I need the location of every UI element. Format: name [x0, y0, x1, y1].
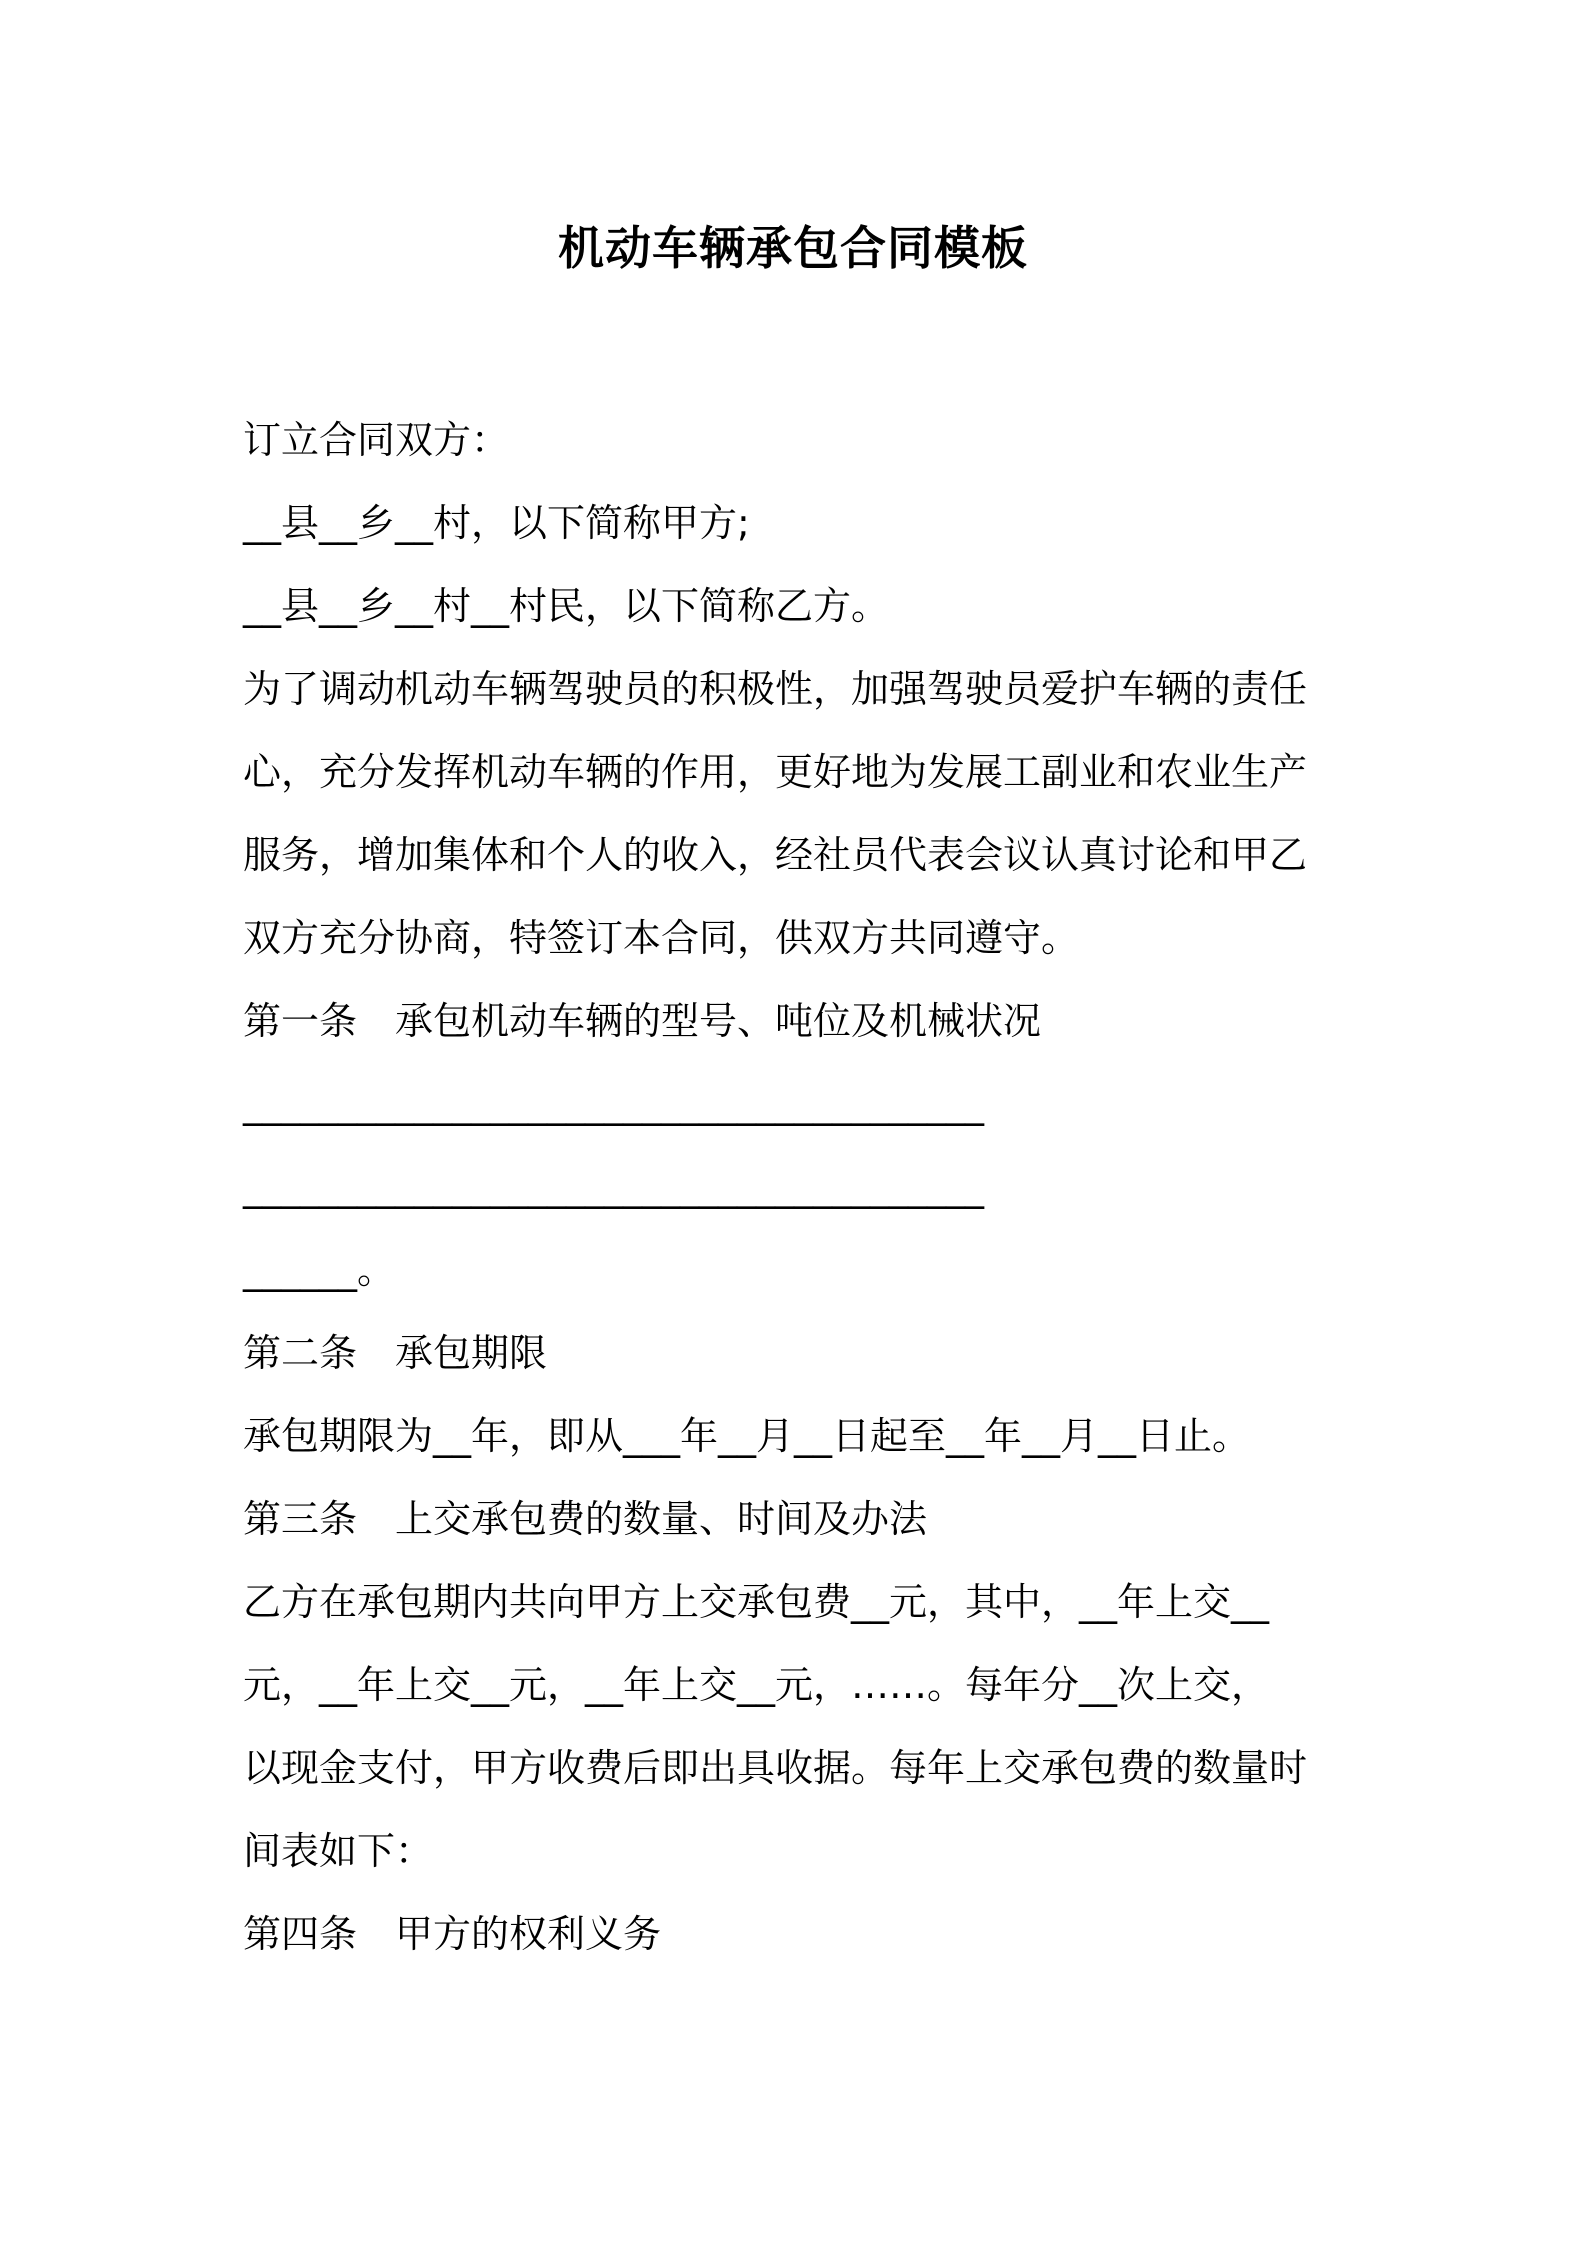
article-1-heading: 第一条 承包机动车辆的型号、吨位及机械状况	[243, 999, 1042, 1043]
parties-heading: 订立合同双方：	[243, 418, 510, 462]
article-2-body: 承包期限为__年，即从___年__月__日起至__年__月__日止。	[243, 1414, 1251, 1458]
article-3-body-line-4: 间表如下：	[243, 1829, 434, 1873]
preamble-line-3: 服务，增加集体和个人的收入，经社员代表会议认真讨论和甲乙	[243, 833, 1308, 877]
article-3-heading: 第三条 上交承包费的数量、时间及办法	[243, 1497, 928, 1541]
preamble-line-1: 为了调动机动车辆驾驶员的积极性，加强驾驶员爱护车辆的责任	[243, 667, 1308, 711]
article-4-heading: 第四条 甲方的权利义务	[243, 1912, 662, 1956]
article-3-body-line-1: 乙方在承包期内共向甲方上交承包费__元，其中，__年上交__	[243, 1580, 1270, 1624]
article-1-blank-3: ______。	[243, 1248, 396, 1292]
party-b-line: __县__乡__村__村民，以下简称乙方。	[243, 584, 890, 628]
preamble-line-4: 双方充分协商，特签订本合同，供双方共同遵守。	[243, 916, 1080, 960]
document-title: 机动车辆承包合同模板	[558, 221, 1028, 275]
article-1-blank-2: _______________________________________	[243, 1165, 984, 1209]
article-2-heading: 第二条 承包期限	[243, 1331, 548, 1375]
article-3-body-line-2: 元，__年上交__元，__年上交__元，……。每年分__次上交，	[243, 1663, 1270, 1707]
party-a-line: __县__乡__村，以下简称甲方;	[243, 501, 750, 545]
preamble-line-2: 心，充分发挥机动车辆的作用，更好地为发展工副业和农业生产	[243, 750, 1308, 794]
article-3-body-line-3: 以现金支付，甲方收费后即出具收据。每年上交承包费的数量时	[243, 1746, 1308, 1790]
article-1-blank-1: _______________________________________	[243, 1082, 984, 1126]
